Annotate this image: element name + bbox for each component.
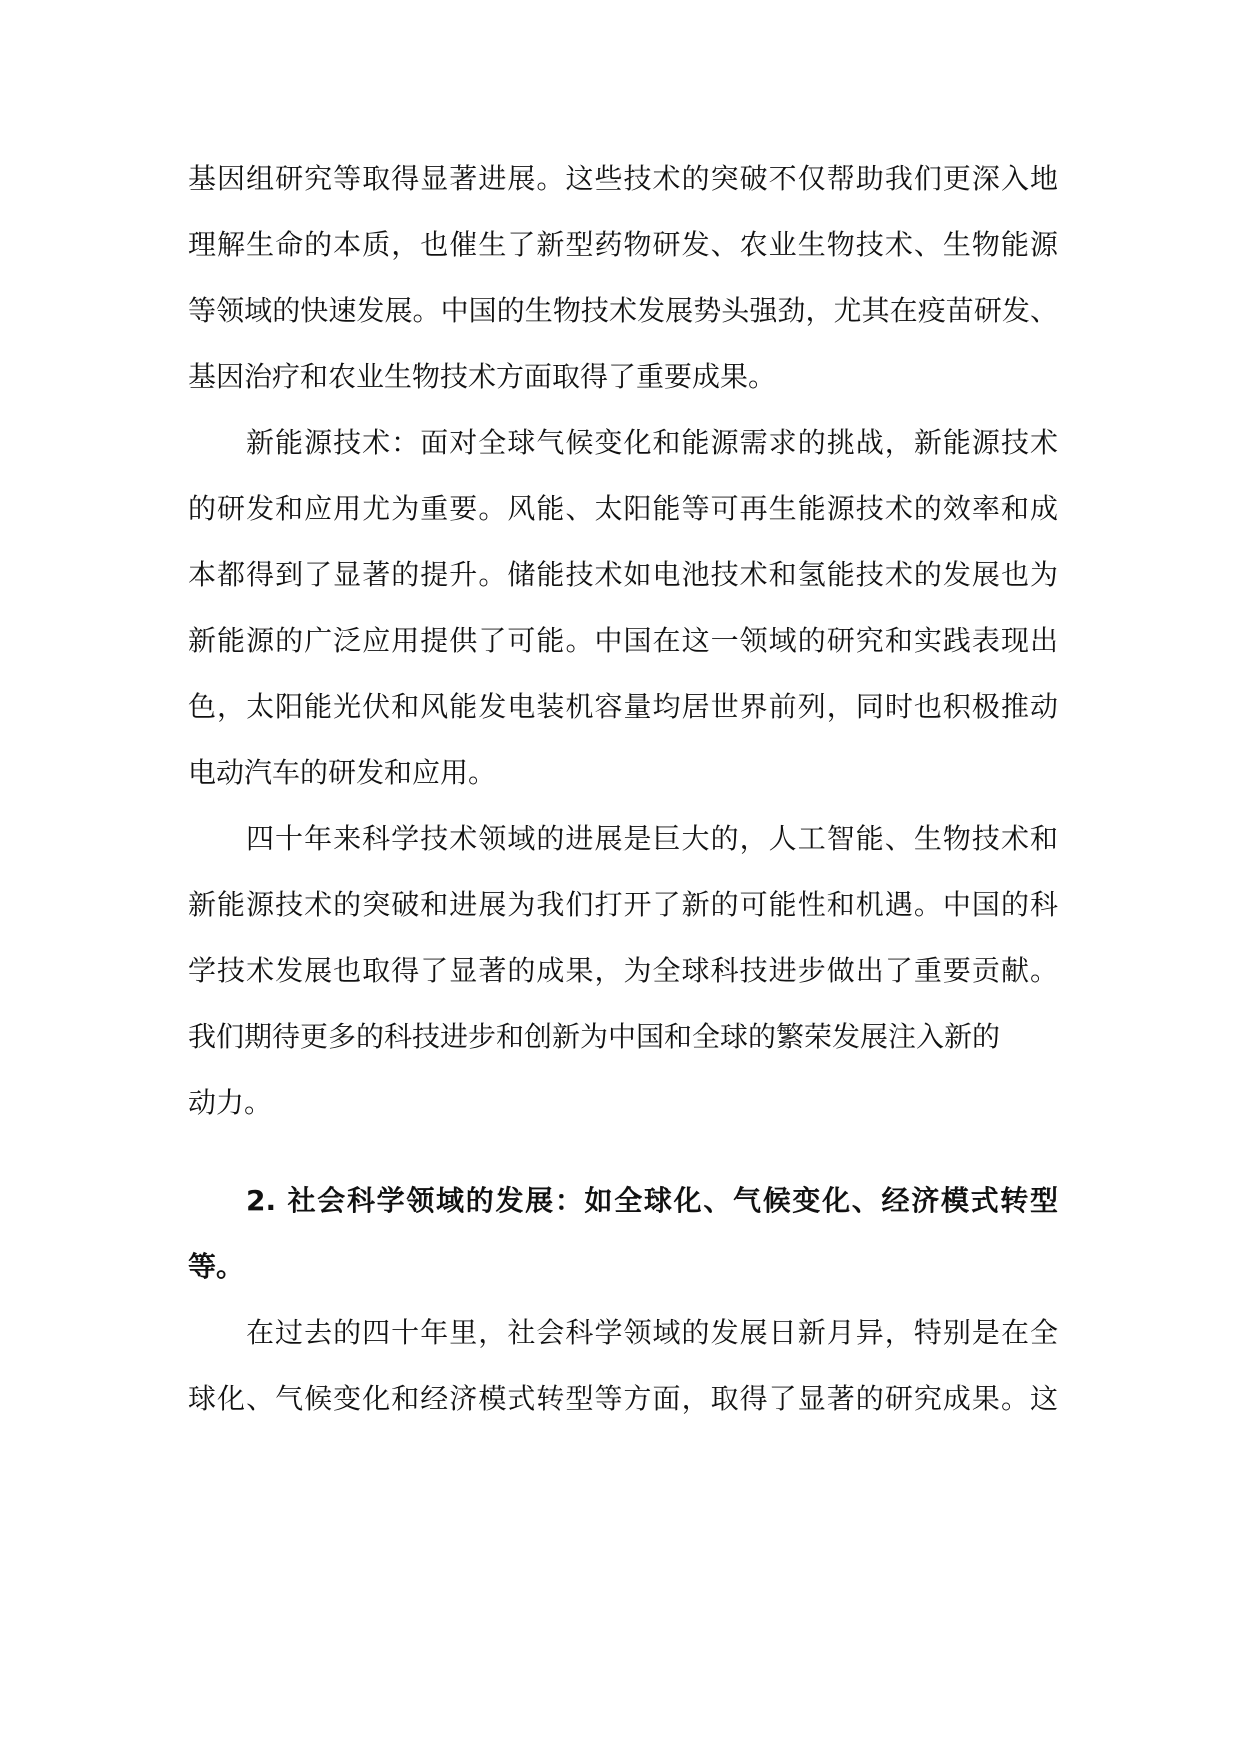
text-line: 电动汽车的研发和应用。 [188, 756, 497, 789]
text-line: 基因治疗和农业生物技术方面取得了重要成果。 [188, 360, 777, 393]
text-line: 等领域的快速发展。中国的生物技术发展势头强劲，尤其在疫苗研发、 [188, 294, 1058, 327]
text-line: 动力。 [188, 1086, 273, 1119]
text-line: 四十年来科学技术领域的进展是巨大的，人工智能、生物技术和 [246, 822, 1058, 855]
text-line: 本都得到了显著的提升。储能技术如电池技术和氢能技术的发展也为 [188, 558, 1058, 591]
document-body [188, 146, 1058, 1432]
text-line: 在过去的四十年里，社会科学领域的发展日新月异，特别是在全 [246, 1316, 1058, 1349]
text-line: 我们期待更多的科技进步和创新为中国和全球的繁荣发展注入新的 [188, 1020, 1001, 1053]
text-line: 基因组研究等取得显著进展。这些技术的突破不仅帮助我们更深入地 [188, 162, 1058, 195]
text-line: 新能源技术的突破和进展为我们打开了新的可能性和机遇。中国的科 [188, 888, 1058, 921]
heading-line: 等。 [188, 1250, 245, 1283]
text-line: 的研发和应用尤为重要。风能、太阳能等可再生能源技术的效率和成 [188, 492, 1058, 525]
paragraph-social-science [188, 1300, 1058, 1432]
heading-line: 2. 社会科学领域的发展：如全球化、气候变化、经济模式转型 [246, 1184, 1058, 1217]
text-line: 色，太阳能光伏和风能发电装机容量均居世界前列，同时也积极推动 [188, 690, 1058, 723]
paragraph-new-energy [188, 410, 1058, 806]
paragraph-summary [188, 806, 1058, 1136]
text-line: 球化、气候变化和经济模式转型等方面，取得了显著的研究成果。这 [188, 1382, 1058, 1415]
paragraph-biotech [188, 146, 1058, 410]
text-line: 新能源的广泛应用提供了可能。中国在这一领域的研究和实践表现出 [188, 624, 1058, 657]
text-line: 学技术发展也取得了显著的成果，为全球科技进步做出了重要贡献。 [188, 954, 1058, 987]
section-heading [188, 1168, 1058, 1300]
text-line: 新能源技术：面对全球气候变化和能源需求的挑战，新能源技术 [246, 426, 1058, 459]
text-line: 理解生命的本质，也催生了新型药物研发、农业生物技术、生物能源 [188, 228, 1058, 261]
section-gap [188, 1136, 1058, 1168]
